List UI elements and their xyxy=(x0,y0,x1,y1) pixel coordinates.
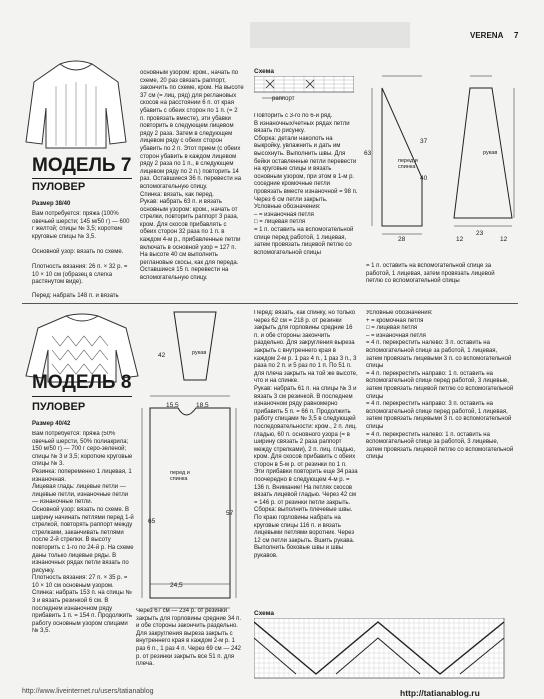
model8-subtitle: ПУЛОВЕР xyxy=(32,401,86,413)
model8-size: Размер 40/42 xyxy=(32,421,71,427)
model8-front-label: перед и спинка xyxy=(170,470,190,482)
model8-dim-24-5: 24,5 xyxy=(170,582,183,589)
sweater7-sketch xyxy=(22,56,130,152)
footer-left-url[interactable]: http://www.liveinternet.ru/users/tatianablog xyxy=(22,688,154,695)
model7-sleeve-label: рукав xyxy=(483,150,498,156)
model8-dim-18-5: 18,5 xyxy=(196,402,209,409)
rapport-label: раппорт xyxy=(272,96,295,102)
model7-dim-63: 63 xyxy=(364,150,372,157)
models-divider xyxy=(22,303,518,304)
model8-dim-57: 57 xyxy=(226,510,234,517)
model7-col3: Повторить с 3-го по 6-й ряд. В изнаночных/четных рядах петли вязать по рисунку. Сборка: детали наколоть на выкройку, увлажнить и дать им высохнуть. Выполнить швы. Для бейки оставленные петли перевести на круговые спицы и вязать основным узором, при этом в 1-м р. соседние кромочные петли провязать вместе изнаночной = 98 п. Через 6 см петли закрыть. Условные обозначения: – = изнаночная петля □ = лицевая петля = 1 п. оставить на вспомогательной спице перед работой, 1 лицевая, затем провязать лицевой петлю со вспомогательной спицы xyxy=(254,113,358,256)
model8-schema-grid xyxy=(254,618,506,682)
model7-dim-12a: 12 xyxy=(456,236,464,243)
header-band xyxy=(250,22,410,48)
magazine-name: VERENA xyxy=(470,31,504,40)
model8-title: МОДЕЛЬ 8 xyxy=(32,372,132,393)
model8-dim-65: 65 xyxy=(148,518,156,525)
model7-front-label: перед и спинка xyxy=(398,158,418,170)
model7-gauge: Плотность вязания: 26 п. × 32 р. = 10 × 10 см (образец в слегка растянутом виде). xyxy=(32,264,128,286)
footer-right-url[interactable]: http://tatianablog.ru xyxy=(400,688,480,698)
model7-size: Размер 38/40 xyxy=(32,201,71,207)
model7-title: МОДЕЛЬ 7 xyxy=(32,155,132,176)
model7-rule xyxy=(32,178,132,179)
model7-front: Перед: набрать 148 п. и вязать xyxy=(32,293,119,299)
model8-dim-15-5: 15,5 xyxy=(166,402,179,409)
model7-pattern-pieces xyxy=(362,68,522,254)
model7-dim-12b: 12 xyxy=(500,236,508,243)
page-number: 7 xyxy=(514,31,519,40)
model7-col2: основным узором: кром., начать по схеме, 20 раз связать раппорт, закончить по схеме, кром. На высоте 37 см (= лиц. ряд) для реглановых скосов на расстоянии 6 п. от края убавить с обеих сторон по 1 п. (= 2 п. провязать вместе), эти убавки повторить в следующем лицевом ряду 2 раза. Затем в следующем лицевом ряду с обеих сторон убавить по 2 п. Этот прием (с обеих сторон убавить в каждом лицевом ряду 2 раза по 1 п., в следующем лицевом ряду по 2 п.) повторить 14 раз. Оставшиеся 36 п. перевести на вспомогательную спицу. Спинка: вязать, как перед. Рукав: набрать 63 п. и вязать основным узором: кром., начать от стрелки, повторить раппорт 3 раза, кром. Для скосов прибавлять с обеих сторон 32 раза по 1 п. в каждом 4-м р., прибавленные петли включать в основной узор = 127 п. На высоте 40 см выполнить реглановые скосы, как для переда. Оставшиеся 15 п. перевести на вспомогательную спицу. xyxy=(140,70,244,282)
model8-dim-42: 42 xyxy=(158,352,166,359)
model7-main-pattern: Основной узор: вязать по схеме. xyxy=(32,249,124,255)
model7-subtitle: ПУЛОВЕР xyxy=(32,181,86,193)
model8-sleeve-label: рукав xyxy=(192,350,207,356)
model8-col1: Вам потребуется: пряжа (50% овечьей шерсти, 50% полиакрила; 150 м/50 г) — 700 г серо-зеленой; спицы № 3 и 3,5; короткие круговые спицы № 3. Резинка: попеременно 1 лицевая, 1 изнаночная. Лицевая гладь: лицевые петли — лицевые петли, изнаночные петли — изнаночные петли. Основной узор: вязать по схеме. В ширину начинать петлями перед 1-й стрелкой, повторять раппорт между стрелками, заканчивать петлями после 2-й стрелки. В высоту повторить с 1-го по 24-й р. На схеме даны только лицевые ряды. В изнаночных рядах петли вязать по рисунку. Плотность вязания: 27 п. × 35 р. = 10 × 10 см основным узором. Спинка: набрать 153 п. на спицы № 3 и вязать резинкой 6 см. В последнем изнаночном ряду прибавить 1 п. = 154 п. Продолжить работу основным узором спицами № 3,5. xyxy=(32,431,134,635)
model8-schema-title: Схема xyxy=(254,610,275,617)
model8-rule xyxy=(32,396,132,397)
model7-dim-37: 37 xyxy=(420,138,428,145)
model7-materials: Вам потребуется: пряжа (100% овечьей шерсти; 145 м/50 г) — 600 г желтой; спицы № 3,5; короткие круговые спицы № 3,5. xyxy=(32,211,130,240)
model8-col4: Условные обозначения: + = кромочная петля □ = лицевая петля – = изнаночная петля = 4 п. перекрестить налево: 3 п. оставить на вспомогательной спице за работой, 1 лицевая, затем провязать лицевыми 3 п. со вспомогательной спицы = 4 п. перекрестить направо: 1 п. оставить на вспомогательной спице перед работой, 3 лицевые, затем провязать лицевой петлю со вспомогательной спицы = 4 п. перекрестить направо: 3 п. оставить на вспомогательной спице перед работой, 1 лицевая, затем провязать лицевыми 3 п. со вспомогательной спицы = 4 п. перекрестить налево: 1 п. оставить на вспомогательной спице за работой, 3 лицевые, затем провязать лицевой петлю со вспомогательной спицы xyxy=(366,310,514,461)
model8-col3: Перед: вязать, как спинку, но только через 62 см = 218 р. от резинки закрыть для горловины средние 16 п. и обе стороны закончить раздельно. Для закругления выреза закрыть с внутреннего края в каждом 2-м р. 1 раз 4 п., 1 раз 3 п., 3 раза по 2 п. и 5 раз по 1 п. По 51 п. для плеча закрыть на той же высоте, что и на спинке. Рукав: набрать 61 п. на спицы № 3 и вязать 3 см резинкой. В последнем изнаночном ряду равномерно прибавить 5 п. = 66 п. Продолжить работу спицами № 3,5 в следующей последовательности: кром., 2 п. лиц. гладью, 60 п. основного узора (= в ширину связать 2 раза раппорт между стрелками), 2 п. лиц. гладью, кром. Для скосов прибавить с обеих сторон в 5-м р. от резинки по 1 п. Эти прибавки повторить еще 34 раза поочередно в следующем 4-м р. = 136 п. Внимание! На петлях скосов вязать лицевой гладью. Через 42 см = 146 р. от резинки петли закрыть. Сборка: выполнить плечевые швы. По краю горловины набрать на круговые спицы 116 п. и вязать лицевыми петлями воротник. Через 12 см петли закрыть. Вшить рукава. Выполнить боковые швы и швы рукавов. xyxy=(254,310,358,559)
model7-schema-grid xyxy=(254,76,354,102)
model7-schema-title: Схема xyxy=(254,68,275,75)
model8-col2-bottom: Через 67 см — 234 р. от резинки закрыть для горловины средние 34 п. и обе стороны закончить раздельно. Для закругления выреза закрыть с внутреннего края в каждом 2-м р. 1 раз 6 п., 1 раз 4 п. Через 69 см — 242 р. от резинки закрыть все 51 п. для плеча. xyxy=(136,608,242,668)
model7-dim-23: 23 xyxy=(476,230,484,237)
model7-dim-40: 40 xyxy=(420,175,428,182)
model7-dim-28: 28 xyxy=(398,236,406,243)
model7-col3b: = 1 п. оставить на вспомогательной спице за работой, 1 лицевая, затем провязать лицевой петлю со вспомогательной спицы xyxy=(366,263,495,285)
